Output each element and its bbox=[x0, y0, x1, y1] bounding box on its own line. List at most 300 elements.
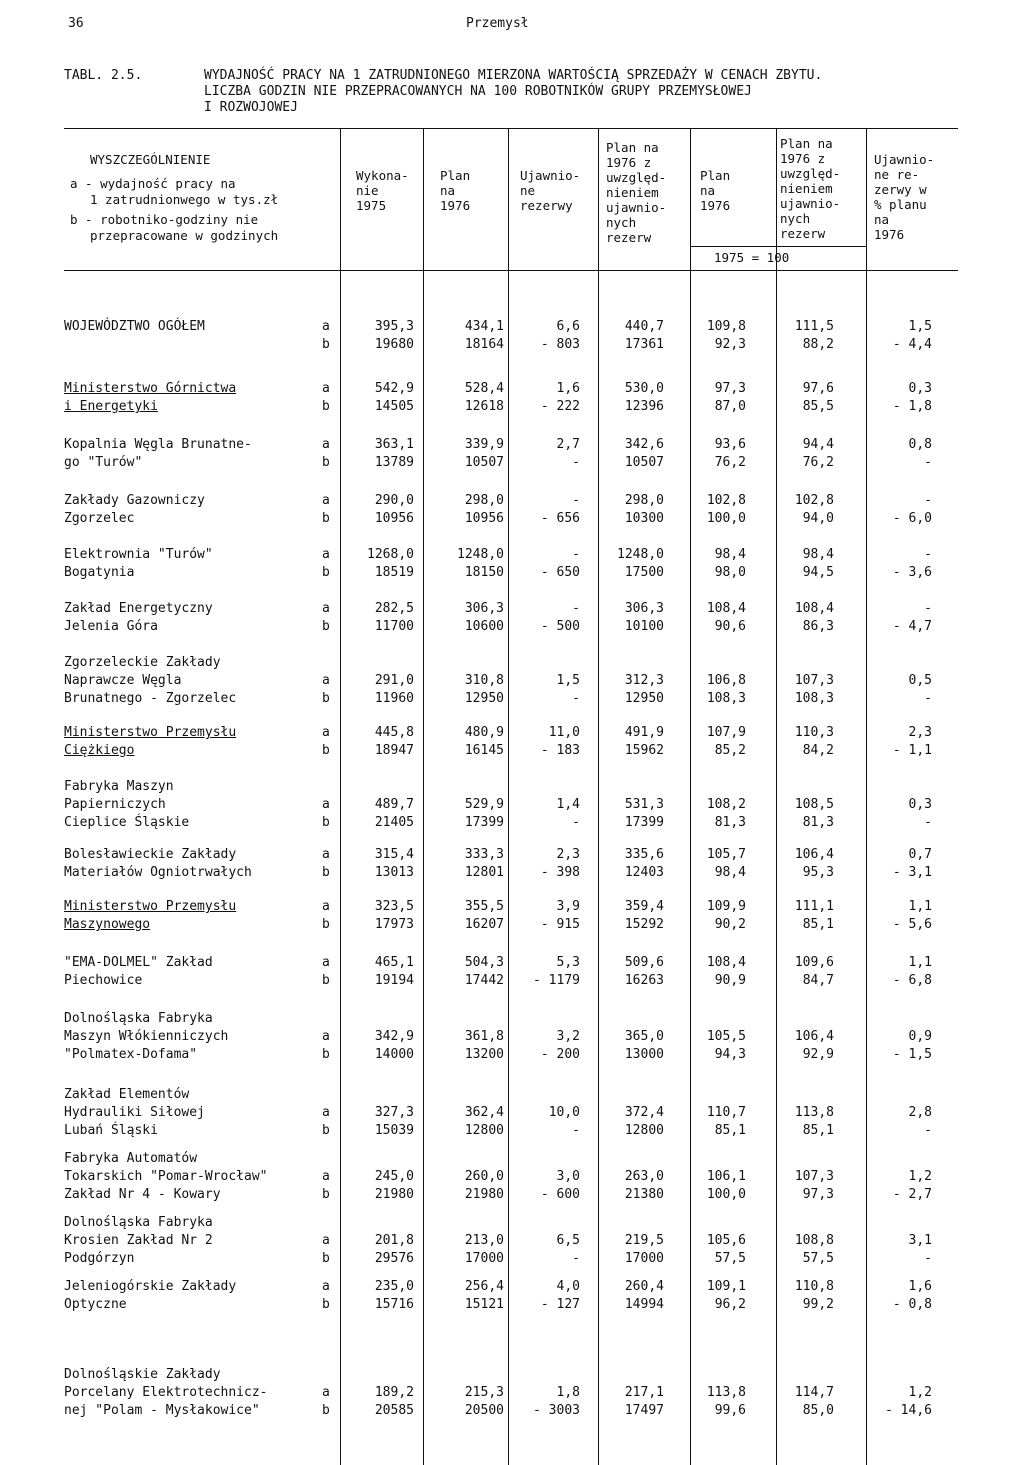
cell-a-col5: 113,8 bbox=[706, 1385, 746, 1400]
cell-a-col7: 1,5 bbox=[908, 319, 932, 334]
row-label: go "Turów" bbox=[64, 455, 143, 470]
cell-b-col1: 15716 bbox=[374, 1297, 414, 1312]
row-indicator-a: a bbox=[322, 725, 330, 740]
cell-b-col3: - bbox=[572, 1251, 580, 1266]
row-label: Krosien Zakład Nr 2 bbox=[64, 1233, 213, 1248]
cell-a-col1: 282,5 bbox=[374, 601, 414, 616]
cell-b-col5: 100,0 bbox=[706, 511, 746, 526]
table-row bbox=[64, 898, 964, 934]
cell-b-col4: 17000 bbox=[624, 1251, 664, 1266]
table-row bbox=[64, 724, 964, 760]
cell-b-col6: 94,5 bbox=[802, 565, 834, 580]
cell-a-col6: 109,6 bbox=[794, 955, 834, 970]
cell-a-col2: 260,0 bbox=[464, 1169, 504, 1184]
cell-a-col2: 256,4 bbox=[464, 1279, 504, 1294]
row-label: Zgorzelec bbox=[64, 511, 135, 526]
cell-b-col7: - 1,5 bbox=[892, 1047, 932, 1062]
row-indicator-b: b bbox=[322, 1403, 330, 1418]
table-row bbox=[64, 318, 964, 354]
row-indicator-a: a bbox=[322, 1169, 330, 1184]
cell-b-col3: - 650 bbox=[540, 565, 580, 580]
row-indicator-a: a bbox=[322, 673, 330, 688]
row-indicator-a: a bbox=[322, 1279, 330, 1294]
cell-b-col6: 92,9 bbox=[802, 1047, 834, 1062]
row-indicator-b: b bbox=[322, 511, 330, 526]
cell-b-col3: - 915 bbox=[540, 917, 580, 932]
cell-a-col6: 107,3 bbox=[794, 673, 834, 688]
cell-a-col4: 263,0 bbox=[624, 1169, 664, 1184]
row-indicator-a: a bbox=[322, 437, 330, 452]
row-label: Naprawcze Węgla bbox=[64, 673, 182, 688]
cell-b-col6: 85,1 bbox=[802, 917, 834, 932]
cell-a-col6: 108,8 bbox=[794, 1233, 834, 1248]
cell-b-col7: - 2,7 bbox=[892, 1187, 932, 1202]
cell-b-col7: - bbox=[924, 1123, 932, 1138]
cell-b-col4: 21380 bbox=[624, 1187, 664, 1202]
cell-a-col6: 106,4 bbox=[794, 1029, 834, 1044]
cell-a-col7: 0,3 bbox=[908, 381, 932, 396]
cell-a-col1: 489,7 bbox=[374, 797, 414, 812]
cell-b-col3: - 600 bbox=[540, 1187, 580, 1202]
cell-a-col7: - bbox=[924, 601, 932, 616]
cell-a-col2: 339,9 bbox=[464, 437, 504, 452]
row-label: Fabryka Automatów bbox=[64, 1151, 198, 1166]
row-label: Elektrownia "Turów" bbox=[64, 547, 213, 562]
cell-b-col7: - 1,1 bbox=[892, 743, 932, 758]
row-indicator-a: a bbox=[322, 899, 330, 914]
cell-a-col2: 333,3 bbox=[464, 847, 504, 862]
row-label: Materiałów Ogniotrwałych bbox=[64, 865, 252, 880]
cell-a-col5: 98,4 bbox=[714, 547, 746, 562]
stub-note-b: b - robotniko-godziny nie bbox=[70, 212, 259, 227]
cell-b-col6: 108,3 bbox=[794, 691, 834, 706]
stub-note-a: a - wydajność pracy na bbox=[70, 176, 236, 191]
cell-b-col5: 90,9 bbox=[714, 973, 746, 988]
cell-b-col7: - bbox=[924, 455, 932, 470]
cell-a-col5: 105,6 bbox=[706, 1233, 746, 1248]
cell-a-col2: 362,4 bbox=[464, 1105, 504, 1120]
row-label: Cieplice Śląskie bbox=[64, 815, 190, 830]
cell-a-col4: 440,7 bbox=[624, 319, 664, 334]
table-row bbox=[64, 380, 964, 416]
cell-b-col7: - bbox=[924, 691, 932, 706]
cell-a-col7: 0,8 bbox=[908, 437, 932, 452]
cell-a-col2: 529,9 bbox=[464, 797, 504, 812]
running-head: Przemysł bbox=[466, 16, 529, 31]
row-label: "EMA-DOLMEL" Zakład bbox=[64, 955, 213, 970]
cell-a-col5: 93,6 bbox=[714, 437, 746, 452]
row-indicator-a: a bbox=[322, 601, 330, 616]
cell-b-col2: 18164 bbox=[464, 337, 504, 352]
cell-a-col7: 2,8 bbox=[908, 1105, 932, 1120]
base-rule bbox=[690, 246, 866, 247]
row-label: Dolnośląskie Zakłady bbox=[64, 1367, 221, 1382]
cell-a-col4: 531,3 bbox=[624, 797, 664, 812]
cell-b-col1: 11960 bbox=[374, 691, 414, 706]
title-line: WYDAJNOŚĆ PRACY NA 1 ZATRUDNIONEGO MIERZONA WARTOŚCIĄ SPRZEDAŻY W CENACH ZBYTU. bbox=[204, 68, 823, 83]
row-label: Optyczne bbox=[64, 1297, 127, 1312]
cell-b-col3: - 803 bbox=[540, 337, 580, 352]
cell-b-col1: 21405 bbox=[374, 815, 414, 830]
table-row bbox=[64, 1366, 964, 1418]
cell-a-col1: 235,0 bbox=[374, 1279, 414, 1294]
cell-a-col6: 111,1 bbox=[794, 899, 834, 914]
col5-header: Plan na 1976 bbox=[700, 168, 731, 213]
cell-b-col1: 19194 bbox=[374, 973, 414, 988]
stub-header bbox=[70, 152, 279, 244]
cell-a-col4: 312,3 bbox=[624, 673, 664, 688]
col2-header: Plan na 1976 bbox=[440, 168, 471, 213]
cell-a-col5: 109,9 bbox=[706, 899, 746, 914]
cell-a-col6: 111,5 bbox=[794, 319, 834, 334]
cell-a-col7: 1,1 bbox=[908, 899, 932, 914]
cell-b-col2: 12800 bbox=[464, 1123, 504, 1138]
cell-b-col7: - bbox=[924, 815, 932, 830]
cell-a-col5: 108,2 bbox=[706, 797, 746, 812]
cell-a-col1: 342,9 bbox=[374, 1029, 414, 1044]
col6-header: Plan na 1976 z uwzględ- nieniem ujawnio- nych rezerw bbox=[780, 136, 841, 241]
row-indicator-b: b bbox=[322, 1047, 330, 1062]
cell-b-col4: 12800 bbox=[624, 1123, 664, 1138]
cell-a-col7: 0,3 bbox=[908, 797, 932, 812]
row-label: Brunatnego - Zgorzelec bbox=[64, 691, 237, 706]
cell-b-col7: - 4,4 bbox=[892, 337, 932, 352]
col7-header: Ujawnio- ne re- zerwy w % planu na 1976 bbox=[874, 152, 935, 242]
cell-b-col6: 97,3 bbox=[802, 1187, 834, 1202]
cell-a-col5: 106,1 bbox=[706, 1169, 746, 1184]
cell-a-col6: 98,4 bbox=[802, 547, 834, 562]
cell-a-col3: 3,2 bbox=[556, 1029, 580, 1044]
cell-b-col5: 85,2 bbox=[714, 743, 746, 758]
row-label: Kopalnia Węgla Brunatne- bbox=[64, 437, 252, 452]
cell-a-col1: 323,5 bbox=[374, 899, 414, 914]
cell-b-col1: 15039 bbox=[374, 1123, 414, 1138]
cell-a-col4: 260,4 bbox=[624, 1279, 664, 1294]
cell-a-col5: 102,8 bbox=[706, 493, 746, 508]
cell-a-col3: - bbox=[572, 493, 580, 508]
row-label: nej "Polam - Mysłakowice" bbox=[64, 1403, 260, 1418]
cell-b-col2: 17399 bbox=[464, 815, 504, 830]
cell-b-col2: 10956 bbox=[464, 511, 504, 526]
cell-b-col5: 98,0 bbox=[714, 565, 746, 580]
cell-b-col6: 81,3 bbox=[802, 815, 834, 830]
cell-a-col1: 245,0 bbox=[374, 1169, 414, 1184]
cell-a-col4: 298,0 bbox=[624, 493, 664, 508]
cell-b-col2: 18150 bbox=[464, 565, 504, 580]
table-row bbox=[64, 546, 964, 582]
cell-b-col7: - 5,6 bbox=[892, 917, 932, 932]
cell-a-col7: 3,1 bbox=[908, 1233, 932, 1248]
cell-a-col3: 6,6 bbox=[556, 319, 580, 334]
cell-b-col7: - 3,6 bbox=[892, 565, 932, 580]
row-label: Bogatynia bbox=[64, 565, 135, 580]
cell-a-col4: 359,4 bbox=[624, 899, 664, 914]
cell-a-col3: 4,0 bbox=[556, 1279, 580, 1294]
cell-a-col3: 11,0 bbox=[548, 725, 580, 740]
cell-b-col3: - 222 bbox=[540, 399, 580, 414]
cell-a-col4: 1248,0 bbox=[617, 547, 664, 562]
cell-a-col5: 106,8 bbox=[706, 673, 746, 688]
cell-b-col4: 17497 bbox=[624, 1403, 664, 1418]
header-top-rule bbox=[64, 128, 958, 129]
table-row bbox=[64, 492, 964, 528]
cell-b-col6: 88,2 bbox=[802, 337, 834, 352]
cell-a-col2: 310,8 bbox=[464, 673, 504, 688]
cell-a-col4: 306,3 bbox=[624, 601, 664, 616]
row-label: Maszynowego bbox=[64, 917, 151, 932]
cell-a-col5: 108,4 bbox=[706, 955, 746, 970]
cell-b-col4: 13000 bbox=[624, 1047, 664, 1062]
cell-b-col7: - 6,8 bbox=[892, 973, 932, 988]
row-label: Podgórzyn bbox=[64, 1251, 135, 1266]
row-indicator-a: a bbox=[322, 1233, 330, 1248]
cell-b-col1: 13789 bbox=[374, 455, 414, 470]
cell-b-col1: 14000 bbox=[374, 1047, 414, 1062]
cell-b-col2: 16207 bbox=[464, 917, 504, 932]
row-indicator-b: b bbox=[322, 337, 330, 352]
row-label: Ministerstwo Górnictwa bbox=[64, 381, 237, 396]
cell-b-col5: 90,6 bbox=[714, 619, 746, 634]
row-label: Jelenia Góra bbox=[64, 619, 158, 634]
cell-a-col1: 363,1 bbox=[374, 437, 414, 452]
cell-a-col1: 1268,0 bbox=[367, 547, 414, 562]
cell-a-col4: 342,6 bbox=[624, 437, 664, 452]
row-label: Zakład Nr 4 - Kowary bbox=[64, 1187, 221, 1202]
row-indicator-b: b bbox=[322, 973, 330, 988]
cell-a-col6: 113,8 bbox=[794, 1105, 834, 1120]
cell-b-col6: 85,1 bbox=[802, 1123, 834, 1138]
cell-b-col5: 87,0 bbox=[714, 399, 746, 414]
cell-b-col5: 94,3 bbox=[714, 1047, 746, 1062]
row-label: Zakład Energetyczny bbox=[64, 601, 213, 616]
cell-a-col2: 480,9 bbox=[464, 725, 504, 740]
row-indicator-b: b bbox=[322, 691, 330, 706]
cell-a-col7: 0,9 bbox=[908, 1029, 932, 1044]
title-line: LICZBA GODZIN NIE PRZEPRACOWANYCH NA 100 ROBOTNIKÓW GRUPY PRZEMYSŁOWEJ bbox=[204, 84, 752, 99]
cell-a-col3: 1,6 bbox=[556, 381, 580, 396]
cell-b-col2: 10600 bbox=[464, 619, 504, 634]
cell-a-col6: 106,4 bbox=[794, 847, 834, 862]
cell-a-col4: 335,6 bbox=[624, 847, 664, 862]
cell-b-col2: 12618 bbox=[464, 399, 504, 414]
cell-a-col2: 215,3 bbox=[464, 1385, 504, 1400]
cell-b-col4: 12403 bbox=[624, 865, 664, 880]
cell-a-col1: 189,2 bbox=[374, 1385, 414, 1400]
row-label: Ministerstwo Przemysłu bbox=[64, 725, 237, 740]
cell-b-col2: 12801 bbox=[464, 865, 504, 880]
row-indicator-a: a bbox=[322, 1105, 330, 1120]
cell-a-col2: 213,0 bbox=[464, 1233, 504, 1248]
cell-a-col6: 107,3 bbox=[794, 1169, 834, 1184]
row-label: Bolesławieckie Zakłady bbox=[64, 847, 237, 862]
cell-b-col5: 81,3 bbox=[714, 815, 746, 830]
cell-b-col3: - 500 bbox=[540, 619, 580, 634]
cell-b-col1: 10956 bbox=[374, 511, 414, 526]
cell-b-col3: - bbox=[572, 815, 580, 830]
cell-b-col4: 15292 bbox=[624, 917, 664, 932]
cell-a-col4: 509,6 bbox=[624, 955, 664, 970]
cell-a-col1: 290,0 bbox=[374, 493, 414, 508]
cell-a-col5: 108,4 bbox=[706, 601, 746, 616]
cell-b-col4: 17361 bbox=[624, 337, 664, 352]
cell-b-col4: 10507 bbox=[624, 455, 664, 470]
cell-b-col4: 12950 bbox=[624, 691, 664, 706]
row-indicator-a: a bbox=[322, 847, 330, 862]
cell-b-col4: 15962 bbox=[624, 743, 664, 758]
cell-a-col1: 291,0 bbox=[374, 673, 414, 688]
table-label: TABL. 2.5. bbox=[64, 68, 143, 83]
col4-header: Plan na 1976 z uwzględ- nieniem ujawnio- nych rezerw bbox=[606, 140, 667, 245]
cell-a-col6: 97,6 bbox=[802, 381, 834, 396]
row-indicator-a: a bbox=[322, 1385, 330, 1400]
cell-a-col5: 105,7 bbox=[706, 847, 746, 862]
cell-b-col6: 86,3 bbox=[802, 619, 834, 634]
cell-a-col2: 355,5 bbox=[464, 899, 504, 914]
row-indicator-a: a bbox=[322, 1029, 330, 1044]
cell-a-col5: 105,5 bbox=[706, 1029, 746, 1044]
cell-a-col2: 504,3 bbox=[464, 955, 504, 970]
row-indicator-a: a bbox=[322, 547, 330, 562]
cell-a-col1: 395,3 bbox=[374, 319, 414, 334]
cell-a-col7: 1,1 bbox=[908, 955, 932, 970]
cell-b-col2: 15121 bbox=[464, 1297, 504, 1312]
table-row bbox=[64, 1086, 964, 1138]
cell-b-col2: 21980 bbox=[464, 1187, 504, 1202]
row-label: Tokarskich "Pomar-Wrocław" bbox=[64, 1169, 268, 1184]
cell-b-col4: 10100 bbox=[624, 619, 664, 634]
cell-b-col1: 18519 bbox=[374, 565, 414, 580]
row-label: Zgorzeleckie Zakłady bbox=[64, 655, 221, 670]
cell-b-col3: - 127 bbox=[540, 1297, 580, 1312]
cell-b-col1: 21980 bbox=[374, 1187, 414, 1202]
cell-a-col5: 110,7 bbox=[706, 1105, 746, 1120]
cell-b-col5: 108,3 bbox=[706, 691, 746, 706]
cell-b-col1: 19680 bbox=[374, 337, 414, 352]
cell-b-col7: - 1,8 bbox=[892, 399, 932, 414]
cell-a-col3: - bbox=[572, 547, 580, 562]
cell-a-col5: 107,9 bbox=[706, 725, 746, 740]
cell-a-col4: 530,0 bbox=[624, 381, 664, 396]
row-label: Papierniczych bbox=[64, 797, 166, 812]
row-label: WOJEWÓDZTWO OGÓŁEM bbox=[64, 319, 205, 334]
cell-a-col2: 1248,0 bbox=[457, 547, 504, 562]
cell-b-col3: - 1179 bbox=[533, 973, 580, 988]
cell-a-col1: 315,4 bbox=[374, 847, 414, 862]
cell-a-col7: 1,2 bbox=[908, 1169, 932, 1184]
cell-a-col1: 201,8 bbox=[374, 1233, 414, 1248]
cell-a-col7: 1,2 bbox=[908, 1385, 932, 1400]
row-label: Ciężkiego bbox=[64, 743, 135, 758]
cell-a-col3: 2,7 bbox=[556, 437, 580, 452]
row-label: i Energetyki bbox=[64, 399, 158, 414]
cell-a-col3: 3,9 bbox=[556, 899, 580, 914]
cell-b-col6: 95,3 bbox=[802, 865, 834, 880]
row-label: Porcelany Elektrotechnicz- bbox=[64, 1385, 268, 1400]
cell-a-col6: 102,8 bbox=[794, 493, 834, 508]
cell-b-col6: 85,0 bbox=[802, 1403, 834, 1418]
cell-a-col6: 114,7 bbox=[794, 1385, 834, 1400]
cell-a-col6: 108,5 bbox=[794, 797, 834, 812]
cell-b-col1: 29576 bbox=[374, 1251, 414, 1266]
cell-a-col1: 445,8 bbox=[374, 725, 414, 740]
table-row bbox=[64, 1278, 964, 1314]
cell-b-col2: 17000 bbox=[464, 1251, 504, 1266]
cell-b-col7: - 0,8 bbox=[892, 1297, 932, 1312]
cell-b-col3: - 200 bbox=[540, 1047, 580, 1062]
cell-b-col4: 17500 bbox=[624, 565, 664, 580]
cell-b-col3: - 656 bbox=[540, 511, 580, 526]
stub-note-b-cont: przepracowane w godzinych bbox=[90, 228, 279, 243]
cell-a-col7: 1,6 bbox=[908, 1279, 932, 1294]
cell-a-col6: 110,3 bbox=[794, 725, 834, 740]
cell-b-col4: 14994 bbox=[624, 1297, 664, 1312]
cell-a-col6: 108,4 bbox=[794, 601, 834, 616]
cell-a-col4: 219,5 bbox=[624, 1233, 664, 1248]
cell-b-col2: 12950 bbox=[464, 691, 504, 706]
cell-a-col5: 97,3 bbox=[714, 381, 746, 396]
cell-b-col6: 76,2 bbox=[802, 455, 834, 470]
row-indicator-a: a bbox=[322, 955, 330, 970]
cell-b-col6: 57,5 bbox=[802, 1251, 834, 1266]
row-label: Zakłady Gazowniczy bbox=[64, 493, 205, 508]
stub-heading: WYSZCZEGÓLNIENIE bbox=[90, 152, 211, 167]
cell-b-col6: 99,2 bbox=[802, 1297, 834, 1312]
row-label: Maszyn Włókienniczych bbox=[64, 1029, 229, 1044]
cell-b-col3: - bbox=[572, 455, 580, 470]
cell-a-col1: 465,1 bbox=[374, 955, 414, 970]
cell-b-col1: 14505 bbox=[374, 399, 414, 414]
table-row bbox=[64, 1150, 964, 1202]
table-row bbox=[64, 954, 964, 990]
row-indicator-b: b bbox=[322, 815, 330, 830]
row-label: Fabryka Maszyn bbox=[64, 779, 174, 794]
stub-note-a-cont: 1 zatrudnionwego w tys.zł bbox=[90, 192, 279, 207]
row-indicator-b: b bbox=[322, 565, 330, 580]
cell-b-col3: - bbox=[572, 691, 580, 706]
cell-b-col1: 17973 bbox=[374, 917, 414, 932]
cell-b-col1: 18947 bbox=[374, 743, 414, 758]
row-indicator-b: b bbox=[322, 1123, 330, 1138]
cell-b-col3: - 183 bbox=[540, 743, 580, 758]
cell-b-col2: 10507 bbox=[464, 455, 504, 470]
table-title bbox=[64, 68, 944, 116]
row-label: Piechowice bbox=[64, 973, 143, 988]
cell-a-col1: 327,3 bbox=[374, 1105, 414, 1120]
cell-a-col7: 0,5 bbox=[908, 673, 932, 688]
table-row bbox=[64, 778, 964, 830]
cell-a-col3: 6,5 bbox=[556, 1233, 580, 1248]
cell-a-col1: 542,9 bbox=[374, 381, 414, 396]
cell-b-col2: 17442 bbox=[464, 973, 504, 988]
row-indicator-b: b bbox=[322, 1251, 330, 1266]
row-label: Dolnośląska Fabryka bbox=[64, 1215, 213, 1230]
cell-b-col3: - bbox=[572, 1123, 580, 1138]
row-indicator-b: b bbox=[322, 917, 330, 932]
row-label: Lubań Śląski bbox=[64, 1123, 158, 1138]
row-indicator-a: a bbox=[322, 493, 330, 508]
cell-a-col4: 491,9 bbox=[624, 725, 664, 740]
cell-b-col7: - 3,1 bbox=[892, 865, 932, 880]
row-label: Jeleniogórskie Zakłady bbox=[64, 1279, 237, 1294]
col3-header: Ujawnio- ne rezerwy bbox=[520, 168, 581, 213]
cell-a-col6: 94,4 bbox=[802, 437, 834, 452]
table-row bbox=[64, 436, 964, 472]
row-label: Zakład Elementów bbox=[64, 1087, 190, 1102]
row-indicator-b: b bbox=[322, 865, 330, 880]
cell-b-col2: 20500 bbox=[464, 1403, 504, 1418]
cell-a-col5: 109,8 bbox=[706, 319, 746, 334]
cell-b-col6: 85,5 bbox=[802, 399, 834, 414]
